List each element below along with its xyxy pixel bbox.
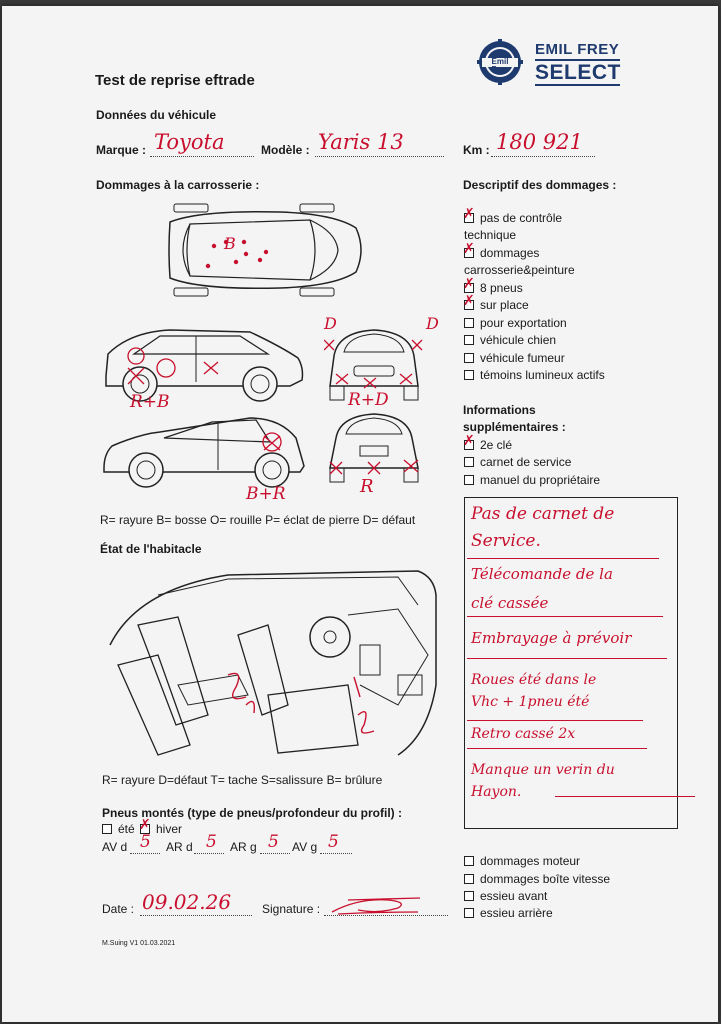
interior-legend: R= rayure D=défaut T= tache S=salissure B= brûlure <box>102 773 383 787</box>
check-temoins-lumineux[interactable]: témoins lumineux actifs <box>464 368 605 382</box>
car-top-view-diagram[interactable] <box>160 202 370 298</box>
label-technique: technique <box>464 228 517 242</box>
note-separator <box>467 748 647 749</box>
note-line: Pas de carnet de <box>471 504 615 524</box>
signature-drawing[interactable] <box>328 892 428 918</box>
checkbox-icon[interactable] <box>464 353 474 363</box>
km-label: Km : <box>463 143 490 157</box>
date-value[interactable]: 09.02.26 <box>142 890 232 914</box>
emil-frey-emblem-icon <box>476 38 524 86</box>
form-title: Test de reprise eftrade <box>95 72 255 89</box>
av-g-line <box>320 853 352 854</box>
note-line: Embrayage à prévoir <box>471 629 632 647</box>
date-line <box>140 915 252 916</box>
mark-b-r: B+R <box>246 484 286 504</box>
av-g-label: AV g <box>292 840 318 854</box>
emblem-text: Emil Frey <box>491 57 509 74</box>
checkbox-icon[interactable] <box>464 475 474 485</box>
car-right-side-diagram[interactable] <box>100 412 310 490</box>
av-d-value[interactable]: 5 <box>140 832 151 852</box>
check-dommages-boite[interactable]: dommages boîte vitesse <box>464 872 610 886</box>
check-dommages-carrosserie[interactable]: ✗dommages <box>464 246 539 260</box>
check-pour-exportation[interactable]: pour exportation <box>464 316 567 330</box>
check-8-pneus[interactable]: ✗8 pneus <box>464 281 523 295</box>
form-version: M.Suing V1 01.03.2021 <box>102 940 176 947</box>
checkbox-icon[interactable] <box>464 457 474 467</box>
checkbox-icon[interactable] <box>464 370 474 380</box>
note-separator <box>467 558 659 559</box>
check-vehicule-chien[interactable]: véhicule chien <box>464 333 556 347</box>
check-hiver[interactable]: ✗ hiver <box>140 822 182 836</box>
check-essieu-avant[interactable]: essieu avant <box>464 889 547 903</box>
interior-title: État de l'habitacle <box>100 542 202 556</box>
av-d-line <box>130 853 160 854</box>
note-line: Retro cassé 2x <box>471 726 576 742</box>
marque-value[interactable]: Toyota <box>154 130 225 154</box>
modele-line <box>315 156 444 157</box>
checkbox-icon[interactable] <box>464 440 474 450</box>
ar-g-value[interactable]: 5 <box>268 832 279 852</box>
body-damage-legend: R= rayure B= bosse O= rouille P= éclat de pierre D= défaut <box>100 513 416 527</box>
tires-title: Pneus montés (type de pneus/profondeur du profil) : <box>102 806 403 820</box>
extra-info-title-2: supplémentaires : <box>463 420 566 434</box>
note-line: Vhc + 1pneu été <box>471 694 590 710</box>
extra-info-title-1: Informations <box>463 403 536 417</box>
note-line: Roues été dans le <box>471 672 597 688</box>
logo-line-2: SELECT <box>535 61 621 84</box>
form-sheet <box>2 6 718 1022</box>
checkbox-icon[interactable] <box>464 335 474 345</box>
modele-label: Modèle : <box>261 143 310 157</box>
checkbox-icon[interactable] <box>464 213 474 223</box>
body-damage-title: Dommages à la carrosserie : <box>96 178 260 192</box>
logo-divider-bottom <box>535 84 620 86</box>
damage-desc-title: Descriptif des dommages : <box>463 178 617 192</box>
checkbox-icon[interactable] <box>464 248 474 258</box>
mark-r: R <box>360 476 374 497</box>
mark-r-b: R+B <box>130 392 170 412</box>
check-dommages-moteur[interactable]: dommages moteur <box>464 854 580 868</box>
ar-d-label: AR d <box>166 840 193 854</box>
note-line: Télécomande de la <box>471 565 613 583</box>
note-line: Manque un verin du <box>471 762 615 778</box>
checkbox-icon[interactable] <box>464 300 474 310</box>
interior-diagram[interactable] <box>98 565 443 760</box>
check-carnet-service[interactable]: carnet de service <box>464 455 571 469</box>
mark-d-right: D <box>426 314 439 333</box>
checkbox-icon[interactable] <box>464 283 474 293</box>
checkbox-icon[interactable] <box>464 908 474 918</box>
km-value[interactable]: 180 921 <box>496 130 583 154</box>
checkbox-icon[interactable] <box>102 824 112 834</box>
checkbox-icon[interactable] <box>464 318 474 328</box>
note-line: clé cassée <box>471 594 549 612</box>
note-line: Service. <box>471 531 541 551</box>
av-d-label: AV d <box>102 840 128 854</box>
notes-box[interactable] <box>464 497 678 829</box>
check-ete[interactable]: été <box>102 822 135 836</box>
logo-line-1: EMIL FREY <box>535 41 620 58</box>
ar-d-value[interactable]: 5 <box>206 832 217 852</box>
check-2e-cle[interactable]: ✗2e clé <box>464 438 512 452</box>
ar-g-line <box>260 853 290 854</box>
vehicle-section-title: Données du véhicule <box>96 108 217 122</box>
check-vehicule-fumeur[interactable]: véhicule fumeur <box>464 351 565 365</box>
modele-value[interactable]: Yaris 13 <box>318 130 404 154</box>
note-separator <box>467 616 663 617</box>
check-sur-place[interactable]: ✗sur place <box>464 298 529 312</box>
checkbox-icon[interactable] <box>464 874 474 884</box>
av-g-value[interactable]: 5 <box>328 832 339 852</box>
check-manuel-proprietaire[interactable]: manuel du propriétaire <box>464 473 600 487</box>
date-label: Date : <box>102 902 135 916</box>
km-line <box>491 156 595 157</box>
ar-d-line <box>194 853 224 854</box>
car-rear-view-diagram[interactable] <box>324 410 424 490</box>
check-essieu-arriere[interactable]: essieu arrière <box>464 906 553 920</box>
mark-top-b: B <box>224 234 236 253</box>
note-separator <box>467 658 667 659</box>
ar-g-label: AR g <box>230 840 257 854</box>
mark-d-left: D <box>324 314 337 333</box>
note-separator <box>467 720 643 721</box>
marque-line <box>150 156 254 157</box>
note-line: Hayon. <box>471 784 522 800</box>
signature-label: Signature : <box>262 902 321 916</box>
mark-r-d: R+D <box>348 390 389 410</box>
check-pas-controle[interactable]: ✗pas de contrôle <box>464 211 562 225</box>
note-separator <box>555 796 695 797</box>
label-carrosserie-peinture: carrosserie&peinture <box>464 263 575 277</box>
checkbox-icon[interactable] <box>464 891 474 901</box>
checkbox-icon[interactable] <box>464 856 474 866</box>
marque-label: Marque : <box>96 143 147 157</box>
